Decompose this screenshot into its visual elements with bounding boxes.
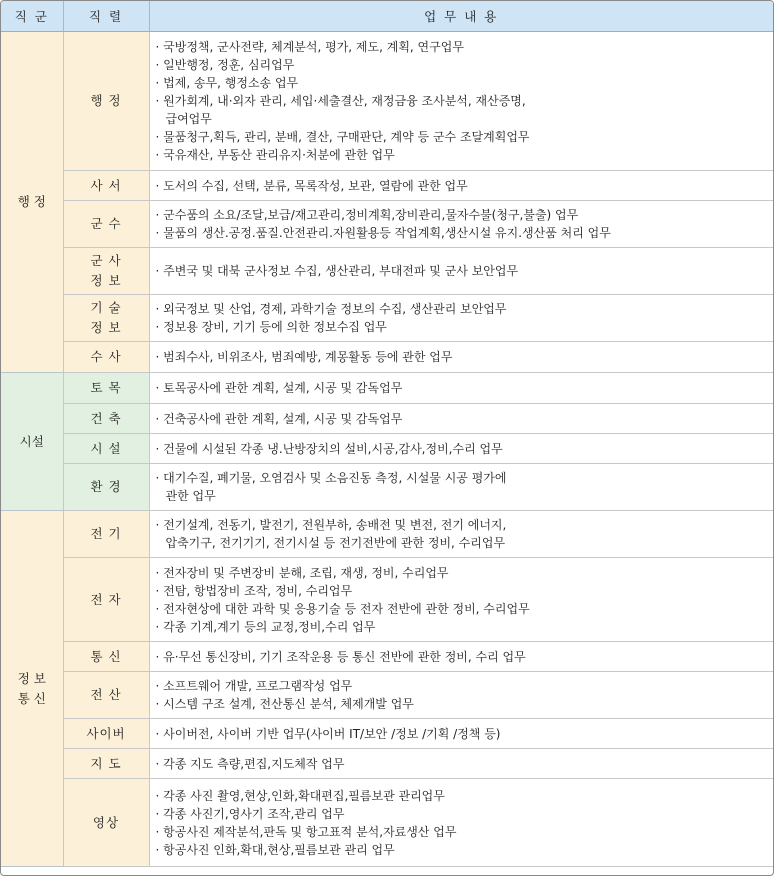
- label-line: 건 축: [90, 410, 122, 426]
- table-row: [1, 672, 773, 719]
- duty-line: · 전자현상에 대한 과학 및 응용기술 등 전자 전반에 관한 정비, 수리업무: [155, 601, 530, 616]
- job-series-cell: [63, 342, 149, 373]
- duty-line: · 항공사진 인화,확대,현상,필름보관 관리 업무: [155, 842, 395, 857]
- label-line: 지 도: [90, 755, 122, 771]
- label-line: 사이버: [86, 725, 126, 741]
- label-line: 시설: [19, 433, 44, 449]
- label-line: 행 정: [17, 194, 46, 209]
- duty-line: · 토목공사에 관한 계획, 설계, 시공 및 감독업무: [155, 381, 403, 395]
- duty-line: 압축기구, 전기기기, 전기시설 등 전기전반에 관한 정비, 수리업무: [165, 536, 506, 550]
- duty-content-cell: [149, 558, 773, 642]
- label-line: 사 서: [90, 177, 122, 193]
- header-job-series: 직 렬: [63, 1, 149, 32]
- duty-line: · 전탐, 항법장비 조작, 정비, 수리업무: [155, 583, 353, 598]
- duty-line: · 유·무선 통신장비, 기기 조작운용 등 통신 전반에 관한 정비, 수리 업무: [155, 649, 526, 664]
- duty-content-cell: [149, 779, 773, 867]
- table-header-row: [1, 1, 773, 32]
- table-row: [1, 373, 773, 404]
- job-series-cell: [63, 295, 149, 342]
- label-line: 수 사: [90, 349, 122, 364]
- table-row: [1, 719, 773, 749]
- duty-content-cell: [149, 171, 773, 201]
- job-series-cell: [63, 404, 149, 434]
- job-series-cell: [63, 201, 149, 248]
- label-line: 통 신: [90, 648, 122, 664]
- label-line: 정 보: [90, 273, 122, 288]
- label-line: 행 정: [90, 93, 122, 108]
- duty-line: 관한 업무: [165, 489, 216, 503]
- job-series-cell: [63, 171, 149, 201]
- job-series-cell: [63, 779, 149, 867]
- duty-line: · 주변국 및 대북 군사정보 수집, 생산관리, 부대전파 및 군사 보안업무: [155, 264, 519, 278]
- job-series-cell: [63, 32, 149, 171]
- duty-line: · 범죄수사, 비위조사, 범죄예방, 계몽활동 등에 관한 업무: [155, 350, 453, 364]
- job-group-cell: [1, 373, 63, 511]
- duty-line: · 각종 사진 촬영,현상,인화,확대편집,필름보관 관리업무: [155, 788, 445, 803]
- duty-line: · 사이버전, 사이버 기반 업무(사이버 IT/보안 /정보 /기획 /정책 등): [155, 726, 501, 741]
- table-row: [1, 464, 773, 511]
- job-series-cell: [63, 642, 149, 672]
- duty-line: · 시스템 구조 설계, 전산통신 분석, 체제개발 업무: [155, 697, 414, 711]
- duty-content-cell: [149, 642, 773, 672]
- duty-line: · 각종 기계,계기 등의 교정,정비,수리 업무: [155, 619, 376, 634]
- duty-content-cell: [149, 248, 773, 295]
- label-line: 환 경: [90, 479, 122, 494]
- duty-line: · 대기수질, 폐기물, 오염검사 및 소음진동 측정, 시설물 시공 평가에: [155, 471, 507, 485]
- label-line: 전 자: [90, 591, 122, 607]
- duty-line: · 건축공사에 관한 계획, 설계, 시공 및 감독업무: [155, 411, 403, 426]
- duty-line: · 국유재산, 부동산 관리유지·처분에 관한 업무: [155, 148, 395, 162]
- duty-content-cell: [149, 201, 773, 248]
- duty-content-cell: [149, 749, 773, 779]
- label-line: 정 보: [17, 670, 46, 686]
- job-series-cell: [63, 672, 149, 719]
- table-row: [1, 295, 773, 342]
- label-line: 시 설: [90, 440, 122, 456]
- table-row: [1, 32, 773, 171]
- duty-content-cell: [149, 511, 773, 558]
- job-series-cell: [63, 719, 149, 749]
- job-series-cell: [63, 464, 149, 511]
- label-line: 영상: [92, 814, 120, 830]
- job-series-cell: [63, 373, 149, 404]
- table-row: [1, 779, 773, 867]
- job-series-cell: [63, 511, 149, 558]
- duty-line: · 물품청구,획득, 관리, 분배, 결산, 구매판단, 계약 등 군수 조달계획업무: [155, 130, 530, 144]
- job-series-cell: [63, 434, 149, 464]
- table-row: [1, 511, 773, 558]
- label-line: 전 기: [90, 526, 122, 541]
- duty-line: · 건물에 시설된 각종 냉.난방장치의 설비,시공,감사,정비,수리 업무: [155, 441, 503, 456]
- duty-content-cell: [149, 373, 773, 404]
- duty-content-cell: [149, 672, 773, 719]
- job-series-cell: [63, 248, 149, 295]
- table-row: [1, 434, 773, 464]
- label-line: 군 사: [90, 253, 122, 268]
- duty-content-cell: [149, 342, 773, 373]
- table-row: [1, 404, 773, 434]
- duty-line: 급여업무: [165, 112, 212, 126]
- duty-content-cell: [149, 32, 773, 171]
- duty-line: · 도서의 수집, 선택, 분류, 목록작성, 보관, 열람에 관한 업무: [155, 178, 468, 193]
- header-duty-content: 업 무 내 용: [149, 1, 773, 32]
- duty-content-cell: [149, 464, 773, 511]
- duty-line: · 전자장비 및 주변장비 분해, 조립, 재생, 정비, 수리업무: [155, 565, 449, 580]
- duty-line: · 각종 지도 측량,편집,지도체작 업무: [155, 756, 345, 771]
- header-job-group: 직 군: [1, 1, 63, 32]
- table-row: [1, 342, 773, 373]
- table-row: [1, 201, 773, 248]
- job-duty-table: [1, 1, 773, 867]
- table-row: [1, 171, 773, 201]
- duty-line: · 항공사진 제작분석,판독 및 항고표적 분석,자료생산 업무: [155, 824, 457, 839]
- table-row: [1, 248, 773, 295]
- label-line: 토 목: [90, 380, 122, 395]
- label-line: 군 수: [90, 216, 122, 231]
- duty-line: · 정보용 장비, 기기 등에 의한 정보수집 업무: [155, 320, 387, 334]
- duty-line: · 군수품의 소요/조달,보급/재고관리,정비계획,장비관리,물자수불(청구,불출) 업무: [155, 208, 579, 222]
- duty-line: · 소프트웨어 개발, 프로그램작성 업무: [155, 679, 353, 693]
- table-row: [1, 642, 773, 672]
- label-line: 전 산: [90, 687, 122, 702]
- duty-line: · 전기설계, 전동기, 발전기, 전원부하, 송배전 및 변전, 전기 에너지,: [155, 518, 507, 532]
- table-row: [1, 749, 773, 779]
- duty-content-cell: [149, 404, 773, 434]
- label-line: 통 신: [17, 690, 46, 706]
- job-group-cell: [1, 32, 63, 373]
- job-series-cell: [63, 749, 149, 779]
- label-line: 기 술: [90, 300, 122, 315]
- label-line: 정 보: [90, 320, 122, 335]
- duty-line: · 일반행정, 정훈, 심리업무: [155, 58, 295, 72]
- job-series-cell: [63, 558, 149, 642]
- table-body: [1, 32, 773, 867]
- table-row: [1, 558, 773, 642]
- duty-line: · 각종 사진기,영사기 조작,관리 업무: [155, 806, 345, 821]
- duty-line: · 원가회계, 내·외자 관리, 세입·세출결산, 재정금융 조사분석, 재산증명,: [155, 94, 526, 108]
- duty-line: · 법제, 송무, 행정소송 업무: [155, 76, 299, 90]
- duty-line: · 외국정보 및 산업, 경제, 과학기술 정보의 수집, 생산관리 보안업무: [155, 302, 507, 316]
- duty-content-cell: [149, 434, 773, 464]
- duty-line: · 국방정책, 군사전략, 체계분석, 평가, 제도, 계획, 연구업무: [155, 40, 464, 54]
- duty-content-cell: [149, 719, 773, 749]
- duty-line: · 물품의 생산.공정.품질.안전관리.자원활용등 작업계획,생산시설 유지.생산품 처리 업무: [155, 226, 611, 240]
- duty-content-cell: [149, 295, 773, 342]
- job-group-cell: [1, 511, 63, 867]
